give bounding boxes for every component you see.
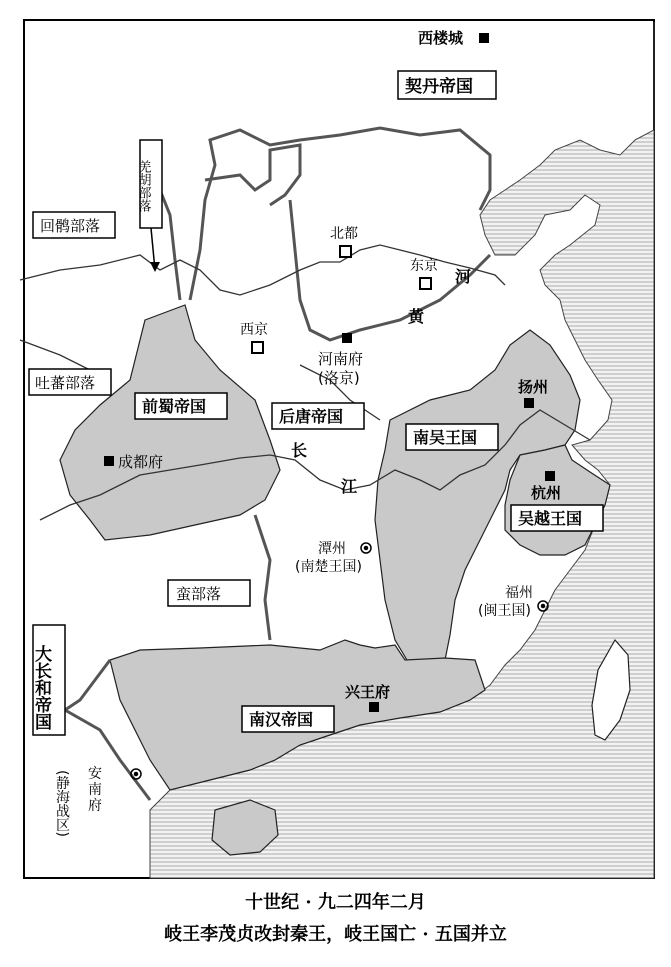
- label-fuzhou: 福州: [505, 585, 533, 601]
- label-annan-2: 南: [88, 782, 102, 798]
- label-jinghai: (静海战区): [54, 770, 70, 837]
- label-hangzhou: 杭州: [531, 484, 562, 502]
- label-qianghu: 羌胡部落: [135, 160, 151, 212]
- label-chang-2: 江: [341, 477, 358, 496]
- label-xilou: 西楼城: [418, 29, 464, 47]
- label-later-tang: 后唐帝国: [279, 407, 344, 426]
- dongjing-marker: [420, 278, 431, 289]
- henanfu-marker: [342, 333, 352, 343]
- label-yangzhou: 扬州: [518, 378, 549, 396]
- label-xingwang: 兴王府: [345, 683, 391, 701]
- xingwang-marker: [369, 702, 379, 712]
- label-nanchu: (南楚王国): [295, 559, 362, 575]
- caption-line-2: 岐王李茂贞改封秦王，岐王国亡 · 五国并立: [164, 924, 507, 945]
- label-former-shu: 前蜀帝国: [142, 397, 207, 416]
- label-huang-2: 黄: [408, 307, 425, 326]
- label-annan-1: 安: [88, 766, 102, 782]
- caption-line-1: 十世纪 · 九二四年二月: [245, 892, 426, 913]
- label-dongjing: 东京: [410, 258, 438, 274]
- xilou-marker: [479, 33, 489, 43]
- label-southern-han: 南汉帝国: [249, 710, 314, 729]
- label-tanzhou: 潭州: [318, 541, 346, 557]
- label-wuyue: 吴越王国: [518, 509, 583, 528]
- label-xijing: 西京: [240, 322, 268, 338]
- label-annan-3: 府: [88, 798, 102, 814]
- yangzhou-marker: [524, 398, 534, 408]
- label-beidu: 北都: [330, 226, 358, 242]
- label-luojing: (洛京): [318, 369, 360, 387]
- label-tubo: 吐蕃部落: [35, 374, 96, 392]
- label-man: 蛮部落: [176, 585, 222, 603]
- label-huihu: 回鹘部落: [40, 217, 101, 235]
- hangzhou-marker: [545, 471, 555, 481]
- label-dachanghe: 大长和帝国: [31, 645, 51, 730]
- label-chang-1: 长: [291, 441, 308, 460]
- xijing-marker: [252, 342, 263, 353]
- label-huang-1: 河: [455, 267, 472, 286]
- label-min: (闽王国): [478, 603, 531, 619]
- label-henanfu: 河南府: [318, 350, 364, 368]
- label-khitan: 契丹帝国: [405, 77, 473, 97]
- chengdu-marker: [104, 456, 114, 466]
- beidu-marker: [340, 246, 351, 257]
- label-chengdu: 成都府: [118, 453, 164, 471]
- label-southern-wu: 南吴王国: [413, 428, 478, 447]
